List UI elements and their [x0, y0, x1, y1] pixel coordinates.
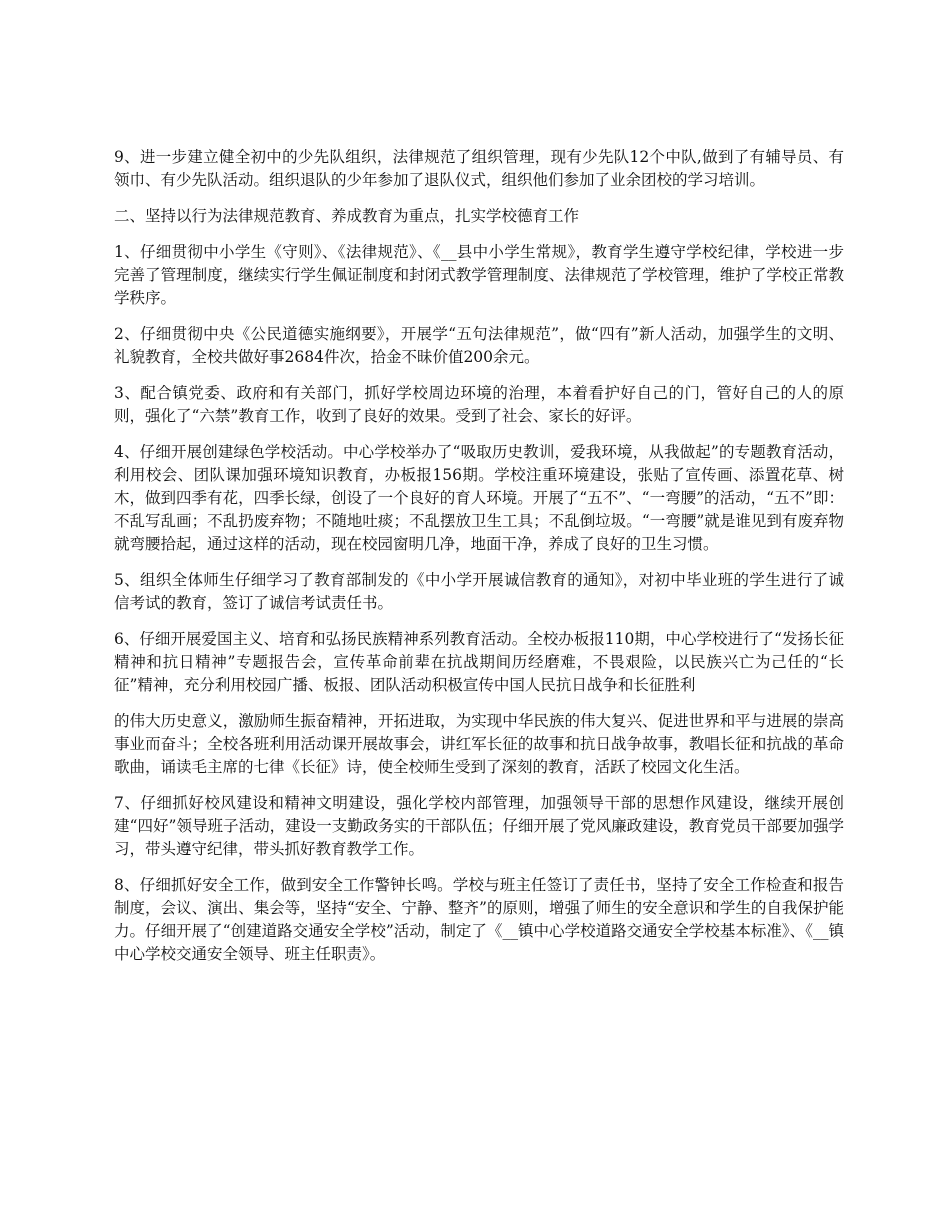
paragraph-item-7: 7、仔细抓好校风建设和精神文明建设，强化学校内部管理，加强领导干部的思想作风建设，继续开展创建“四好”领导班子活动，建设一支勤政务实的干部队伍；仔细开展了党风廉政建设，教育党员干部要加强学习，带头遵守纪律，带头抓好教育教学工作。	[114, 794, 844, 858]
paragraph-item-6-continued: 的伟大历史意义，激励师生振奋精神，开拓进取，为实现中华民族的伟大复兴、促进世界和平与进展的崇高事业而奋斗；全校各班利用活动课开展故事会，讲红军长征的故事和抗日战争故事，教唱长征和抗战的革命歌曲，诵读毛主席的七律《长征》诗，使全校师生受到了深刻的教育，活跃了校园文化生活。	[114, 712, 844, 776]
section-heading: 二、坚持以行为法律规范教育、养成教育为重点，扎实学校德育工作	[114, 207, 580, 225]
paragraph-item-6: 6、仔细开展爱国主义、培育和弘扬民族精神系列教育活动。全校办板报110期，中心学校进行了“发扬长征精神和抗日精神”专题报告会，宣传革命前辈在抗战期间历经磨难，不畏艰险，以民族兴亡为己任的“长征”精神，充分利用校园广播、板报、团队活动积极宣传中国人民抗日战争和长征胜利	[114, 630, 844, 694]
paragraph-item-2: 2、仔细贯彻中央《公民道德实施纲要》，开展学“五句法律规范”，做“四有”新人活动，加强学生的文明、礼貌教育，全校共做好事2684件次，拾金不昧价值200余元。	[114, 325, 844, 366]
paragraph-item-4: 4、仔细开展创建绿色学校活动。中心学校举办了“吸取历史教训，爱我环境，从我做起”的专题教育活动，利用校会、团队课加强环境知识教育，办板报156期。学校注重环境建设，张贴了宣传画、添置花草、树木，做到四季有花，四季长绿，创设了一个良好的育人环境。开展了“五不”、“一弯腰”的活动，“五不”即：不乱写乱画；不乱扔废弃物；不随地吐痰；不乱摆放卫生工具；不乱倒垃圾。“一弯腰”就是谁见到有废弃物就弯腰拾起，通过这样的活动，现在校园窗明几净，地面干净，养成了良好的卫生习惯。	[114, 443, 844, 553]
paragraph-item-8: 8、仔细抓好安全工作，做到安全工作警钟长鸣。学校与班主任签订了责任书，坚持了安全工作检查和报告制度，会议、演出、集会等，坚持“安全、宁静、整齐”的原则，增强了师生的安全意识和学生的自我保护能力。仔细开展了“创建道路交通安全学校”活动，制定了《__镇中心学校道路交通安全学校基本标准》、《__镇中心学校交通安全领导、班主任职责》。	[114, 876, 844, 963]
paragraph-item-1: 1、仔细贯彻中小学生《守则》、《法律规范》、《__县中小学生常规》，教育学生遵守学校纪律，学校进一步完善了管理制度，继续实行学生佩证制度和封闭式教学管理制度、法律规范了学校管理，维护了学校正常教学秩序。	[114, 243, 844, 307]
paragraph-item-9: 9、进一步建立健全初中的少先队组织，法律规范了组织管理，现有少先队12个中队,做到了有辅导员、有领巾、有少先队活动。组织退队的少年参加了退队仪式，组织他们参加了业余团校的学习培训。	[114, 148, 844, 189]
document-body	[114, 146, 844, 979]
paragraph-item-3: 3、配合镇党委、政府和有关部门，抓好学校周边环境的治理，本着看护好自己的门，管好自己的人的原则，强化了“六禁”教育工作，收到了良好的效果。受到了社会、家长的好评。	[114, 384, 844, 425]
paragraph-item-5: 5、组织全体师生仔细学习了教育部制发的《中小学开展诚信教育的通知》，对初中毕业班的学生进行了诚信考试的教育，签订了诚信考试责任书。	[114, 571, 844, 612]
